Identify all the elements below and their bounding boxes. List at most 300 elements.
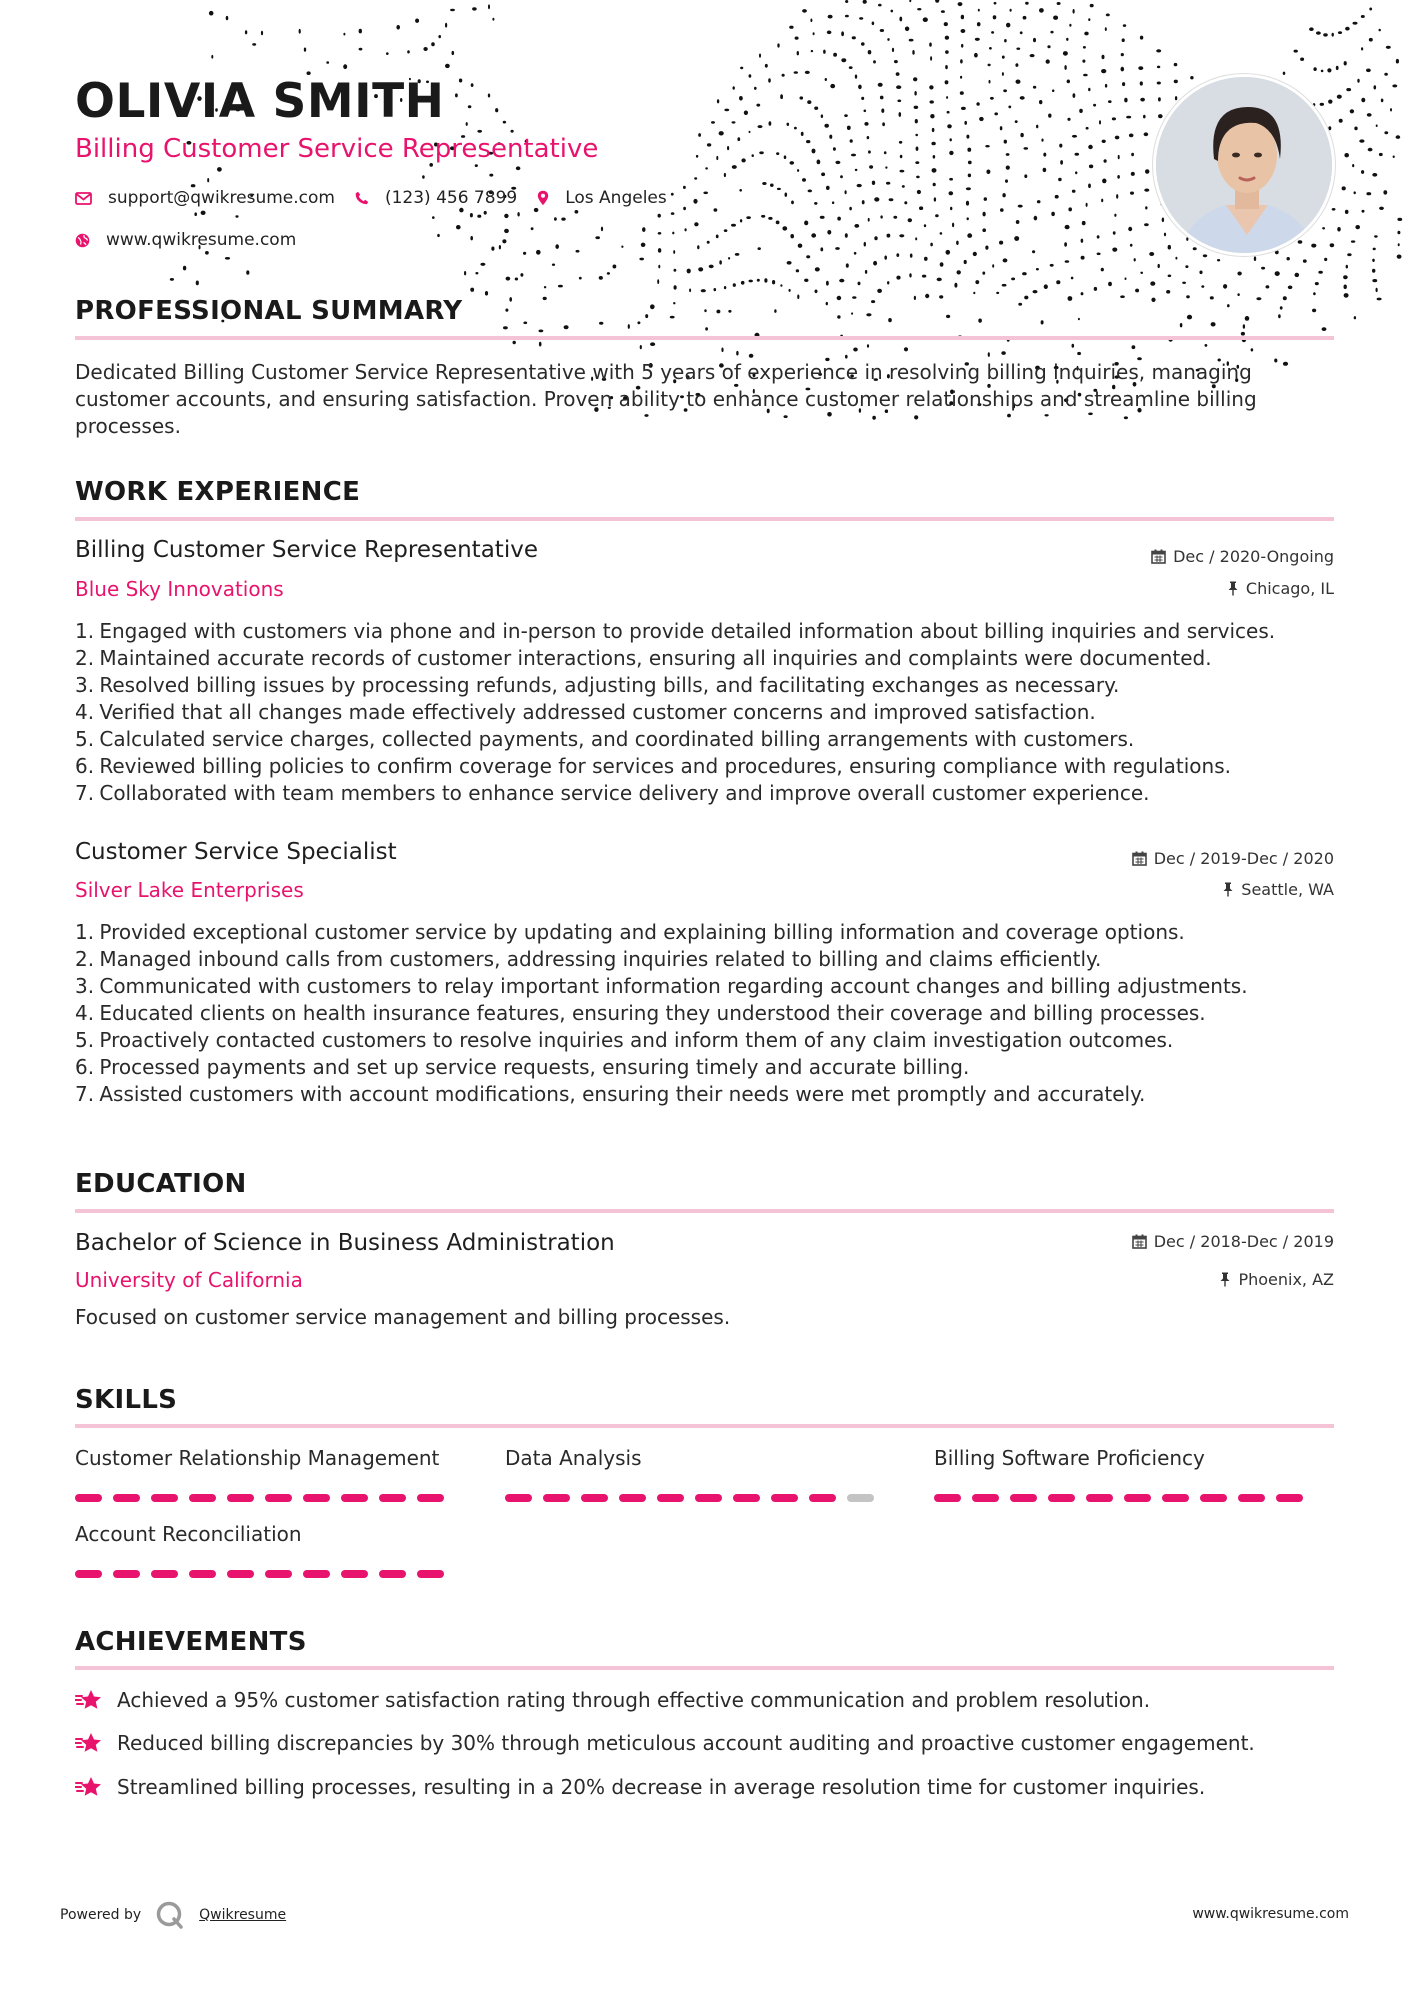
- job-location: [1227, 579, 1334, 598]
- background-dot: [1186, 237, 1188, 241]
- background-dot: [1010, 9, 1012, 12]
- skill-level-segment: [1238, 1494, 1265, 1502]
- background-dot: [986, 170, 990, 175]
- background-dot: [1097, 253, 1101, 256]
- skill-level-segment: [1276, 1494, 1303, 1502]
- background-dot: [945, 80, 949, 84]
- background-dot: [899, 112, 902, 117]
- background-dot: [915, 161, 919, 164]
- background-dot: [1361, 15, 1365, 18]
- background-dot: [252, 43, 256, 46]
- background-dot: [1082, 60, 1085, 63]
- background-dot: [1157, 82, 1161, 85]
- background-dot: [813, 32, 815, 35]
- background-dot: [973, 292, 975, 294]
- skill-level-segment: [1048, 1494, 1075, 1502]
- footer-url[interactable]: www.qwikresume.com: [1192, 1906, 1349, 1922]
- skill-item: [934, 1446, 1314, 1502]
- section-title-skills: SKILLS: [75, 1385, 178, 1415]
- background-dot: [1039, 100, 1042, 104]
- background-dot: [934, 197, 936, 201]
- background-dot: [1372, 259, 1375, 262]
- background-dot: [1372, 279, 1377, 282]
- globe-icon: [75, 233, 90, 248]
- background-dot: [1016, 220, 1020, 224]
- background-dot: [1164, 233, 1166, 237]
- background-dot: [495, 108, 498, 112]
- background-dot: [1283, 72, 1286, 75]
- background-dot: [909, 0, 911, 2]
- skill-item: [75, 1446, 455, 1502]
- background-dot: [1140, 98, 1145, 102]
- background-dot: [759, 151, 764, 154]
- background-dot: [1128, 227, 1132, 231]
- background-dot: [1055, 195, 1059, 199]
- background-dot: [946, 96, 948, 99]
- background-dot: [896, 72, 900, 76]
- background-dot: [685, 228, 687, 231]
- background-dot: [1024, 147, 1029, 150]
- background-dot: [1036, 125, 1038, 129]
- background-dot: [359, 29, 362, 34]
- background-dot: [804, 221, 808, 226]
- background-dot: [854, 224, 859, 228]
- background-dot: [924, 257, 928, 261]
- background-dot: [1034, 216, 1038, 221]
- background-dot: [802, 178, 806, 182]
- background-dot: [1002, 56, 1005, 59]
- background-dot: [837, 217, 841, 221]
- background-dot: [658, 248, 661, 253]
- background-dot: [992, 264, 994, 267]
- background-dot: [859, 17, 863, 20]
- background-dot: [480, 263, 485, 266]
- contact-row-secondary: [75, 230, 316, 250]
- background-dot: [915, 119, 918, 123]
- background-dot: [1237, 272, 1241, 276]
- background-dot: [674, 285, 677, 289]
- background-dot: [658, 265, 660, 269]
- background-dot: [977, 22, 981, 26]
- skill-level-segment: [1124, 1494, 1151, 1502]
- background-dot: [961, 15, 964, 20]
- background-dot: [1122, 82, 1125, 86]
- background-dot: [1336, 66, 1339, 70]
- contact-row-primary: [75, 188, 687, 208]
- background-dot: [1156, 49, 1161, 52]
- background-dot: [1369, 8, 1372, 11]
- background-dot: [1068, 207, 1072, 211]
- background-dot: [1369, 38, 1373, 42]
- background-dot: [1344, 293, 1349, 298]
- contact-website[interactable]: [75, 230, 296, 250]
- background-dot: [1275, 271, 1280, 276]
- background-dot: [1023, 16, 1027, 20]
- qwikresume-link[interactable]: Qwikresume: [199, 1907, 287, 1923]
- background-dot: [864, 122, 868, 126]
- background-dot: [899, 17, 902, 22]
- background-dot: [794, 127, 797, 130]
- background-dot: [917, 190, 921, 194]
- skill-level-segment: [303, 1570, 330, 1578]
- background-dot: [896, 276, 900, 280]
- skill-level-segment: [581, 1494, 608, 1502]
- background-dot: [1368, 148, 1373, 152]
- background-dot: [1072, 135, 1077, 138]
- background-dot: [772, 280, 775, 284]
- background-dot: [697, 245, 699, 249]
- background-dot: [1330, 243, 1335, 247]
- background-dot: [1122, 38, 1125, 42]
- background-dot: [1057, 2, 1061, 5]
- background-dot: [930, 100, 934, 103]
- background-dot: [1162, 218, 1164, 223]
- background-dot: [607, 272, 610, 275]
- skill-level-bar: [934, 1494, 1314, 1502]
- background-dot: [909, 273, 911, 277]
- background-dot: [1006, 166, 1010, 170]
- background-dot: [908, 218, 912, 222]
- background-dot: [952, 223, 954, 228]
- background-dot: [944, 22, 948, 26]
- background-dot: [1130, 244, 1133, 247]
- background-dot: [1086, 127, 1089, 130]
- background-dot: [1354, 191, 1356, 194]
- job-dates-text: Dec / 2019-Dec / 2020: [1153, 849, 1334, 868]
- background-dot: [846, 263, 849, 267]
- background-dot: [823, 50, 826, 54]
- background-dot: [1343, 275, 1348, 279]
- skill-level-bar: [75, 1494, 455, 1502]
- background-dot: [945, 65, 948, 69]
- background-dot: [850, 139, 853, 143]
- background-dot: [642, 227, 645, 232]
- section-divider: [75, 1666, 1334, 1670]
- background-dot: [941, 10, 945, 13]
- background-dot: [1361, 170, 1364, 174]
- background-dot: [994, 2, 997, 5]
- background-dot: [915, 134, 918, 136]
- background-dot: [1018, 205, 1023, 208]
- background-dot: [974, 53, 978, 58]
- background-dot: [1067, 80, 1070, 84]
- skill-level-segment: [379, 1494, 406, 1502]
- background-dot: [1006, 23, 1010, 28]
- background-dot: [900, 170, 905, 173]
- background-dot: [1337, 227, 1341, 232]
- section-title-summary: PROFESSIONAL SUMMARY: [75, 296, 463, 326]
- contact-email[interactable]: [75, 188, 335, 208]
- background-dot: [988, 352, 990, 357]
- background-dot: [1174, 80, 1178, 84]
- background-dot: [967, 233, 972, 238]
- background-dot: [731, 224, 736, 227]
- background-dot: [1203, 254, 1207, 257]
- background-dot: [1327, 68, 1331, 72]
- background-dot: [917, 8, 921, 10]
- background-dot: [758, 125, 763, 128]
- background-dot: [1201, 285, 1204, 288]
- background-dot: [814, 202, 817, 205]
- achievement-item: [75, 1688, 1150, 1712]
- background-dot: [674, 269, 677, 272]
- background-dot: [1217, 259, 1220, 261]
- background-dot: [957, 270, 961, 274]
- background-dot: [982, 228, 986, 232]
- background-dot: [1313, 292, 1316, 295]
- background-dot: [735, 253, 740, 256]
- background-dot: [1346, 265, 1348, 269]
- background-dot: [1344, 153, 1349, 157]
- background-dot: [1376, 124, 1378, 127]
- background-dot: [510, 130, 513, 133]
- background-dot: [1328, 100, 1332, 104]
- background-dot: [914, 106, 919, 109]
- skill-item: [75, 1522, 455, 1578]
- background-dot: [985, 145, 989, 147]
- background-dot: [821, 114, 823, 118]
- background-dot: [191, 184, 196, 187]
- background-dot: [1337, 95, 1342, 99]
- background-dot: [826, 186, 830, 190]
- background-dot: [961, 29, 966, 33]
- background-dot: [1082, 221, 1086, 225]
- background-dot: [975, 280, 979, 284]
- envelope-icon: [75, 192, 92, 205]
- background-dot: [874, 236, 877, 240]
- background-dot: [1016, 80, 1021, 84]
- background-dot: [1089, 165, 1093, 169]
- background-dot: [1144, 132, 1149, 136]
- background-dot: [534, 208, 539, 212]
- background-dot: [1030, 54, 1035, 57]
- summary-text: [75, 359, 1334, 440]
- background-dot: [1166, 290, 1170, 294]
- background-dot: [445, 23, 447, 28]
- background-dot: [1384, 73, 1388, 76]
- background-dot: [1014, 236, 1019, 241]
- background-dot: [869, 165, 873, 168]
- contact-phone[interactable]: [355, 188, 517, 208]
- background-dot: [1353, 22, 1358, 25]
- background-dot: [1303, 259, 1307, 262]
- background-dot: [431, 42, 435, 46]
- background-dot: [499, 245, 501, 249]
- skill-level-segment: [151, 1570, 178, 1578]
- background-dot: [993, 15, 997, 19]
- background-dot: [824, 124, 829, 128]
- background-dot: [1004, 140, 1007, 144]
- background-dot: [466, 122, 468, 126]
- background-dot: [1322, 227, 1325, 229]
- skill-level-segment: [505, 1494, 532, 1502]
- background-dot: [739, 96, 743, 101]
- skill-level-segment: [972, 1494, 999, 1502]
- background-dot: [801, 132, 804, 136]
- background-dot: [1086, 203, 1088, 207]
- background-dot: [1287, 257, 1290, 260]
- background-dot: [768, 78, 771, 82]
- background-dot: [1158, 97, 1161, 101]
- background-dot: [689, 289, 691, 293]
- background-dot: [932, 168, 937, 173]
- background-dot: [1069, 24, 1071, 27]
- background-dot: [1050, 264, 1054, 267]
- background-dot: [909, 39, 914, 42]
- background-dot: [740, 219, 742, 222]
- star-burst-icon: [75, 1731, 105, 1755]
- background-dot: [770, 184, 774, 187]
- background-dot: [1002, 193, 1005, 197]
- background-dot: [776, 221, 780, 225]
- background-dot: [994, 112, 998, 115]
- background-dot: [1140, 81, 1143, 85]
- background-dot: [862, 200, 865, 204]
- candidate-name: OLIVIA SMITH: [75, 74, 445, 129]
- background-dot: [183, 266, 186, 271]
- background-dot: [455, 93, 458, 97]
- background-dot: [1083, 46, 1086, 49]
- background-dot: [657, 279, 659, 284]
- skill-level-segment: [303, 1494, 330, 1502]
- background-dot: [470, 213, 473, 217]
- background-dot: [489, 174, 493, 177]
- summary-line: processes.: [75, 414, 181, 438]
- background-dot: [815, 267, 820, 271]
- background-dot: [1366, 69, 1371, 73]
- summary-line: Dedicated Billing Customer Service Representative with 5 years of experience in resolving billing inquiries, managing: [75, 360, 1252, 384]
- background-dot: [696, 155, 698, 158]
- background-dot: [807, 100, 811, 104]
- background-dot: [1108, 100, 1112, 103]
- background-dot: [808, 190, 812, 193]
- background-dot: [790, 234, 794, 238]
- background-dot: [1033, 86, 1036, 89]
- background-dot: [599, 276, 603, 280]
- background-dot: [930, 114, 934, 118]
- background-dot: [1003, 89, 1007, 92]
- background-dot: [940, 232, 943, 235]
- background-dot: [539, 330, 544, 333]
- background-dot: [835, 161, 840, 164]
- background-dot: [1105, 84, 1107, 88]
- background-dot: [868, 50, 872, 54]
- calendar-icon: [1151, 549, 1166, 564]
- background-dot: [1088, 88, 1090, 92]
- background-dot: [1144, 223, 1149, 226]
- job-bullet: 5. Proactively contacted customers to resolve inquiries and inform them of any claim investigation outcomes.: [75, 1028, 1174, 1052]
- background-dot: [1060, 160, 1063, 165]
- background-dot: [196, 281, 199, 286]
- background-dot: [1047, 45, 1050, 48]
- background-dot: [1075, 171, 1077, 174]
- background-dot: [1084, 32, 1088, 36]
- background-dot: [423, 47, 427, 51]
- background-dot: [749, 74, 752, 77]
- background-dot: [827, 230, 831, 235]
- achievement-item: [75, 1731, 1255, 1755]
- skill-name: Account Reconciliation: [75, 1522, 302, 1546]
- skill-level-segment: [847, 1494, 874, 1502]
- background-dot: [861, 42, 865, 46]
- background-dot: [896, 85, 901, 89]
- background-dot: [1079, 109, 1083, 113]
- background-dot: [1053, 16, 1058, 20]
- background-dot: [1114, 214, 1116, 217]
- background-dot: [1352, 164, 1354, 167]
- background-dot: [1101, 69, 1106, 73]
- background-dot: [1138, 66, 1143, 70]
- background-dot: [1041, 139, 1043, 142]
- background-dot: [1039, 8, 1044, 13]
- background-dot: [459, 208, 463, 213]
- background-dot: [523, 252, 526, 255]
- background-dot: [1298, 240, 1303, 243]
- background-dot: [852, 36, 856, 39]
- background-dot: [935, 0, 939, 3]
- background-dot: [194, 212, 197, 216]
- job-bullet: 3. Resolved billing issues by processing refunds, adjusting bills, and facilitating exchanges as necessary.: [75, 673, 1120, 697]
- background-dot: [868, 218, 870, 222]
- background-dot: [1361, 98, 1365, 103]
- background-dot: [694, 177, 697, 179]
- background-dot: [904, 347, 908, 351]
- background-dot: [1390, 108, 1392, 111]
- background-dot: [854, 252, 857, 255]
- background-dot: [868, 150, 871, 153]
- background-dot: [1024, 174, 1027, 178]
- background-dot: [432, 216, 435, 219]
- skill-level-segment: [227, 1570, 254, 1578]
- job-bullet: 2. Managed inbound calls from customers, addressing inquiries related to billing and claims efficiently.: [75, 947, 1102, 971]
- background-dot: [1104, 159, 1107, 163]
- background-dot: [1339, 119, 1343, 123]
- background-dot: [832, 201, 834, 204]
- background-dot: [1016, 48, 1020, 50]
- background-dot: [595, 236, 600, 239]
- background-dot: [1022, 272, 1027, 275]
- background-dot: [1052, 89, 1054, 92]
- background-dot: [711, 121, 715, 124]
- background-dot: [1324, 258, 1327, 261]
- background-dot: [1102, 140, 1106, 143]
- background-dot: [719, 260, 722, 264]
- background-dot: [407, 50, 410, 53]
- background-dot: [1112, 117, 1116, 120]
- background-dot: [805, 71, 810, 74]
- background-dot: [956, 241, 959, 245]
- background-dot: [930, 56, 932, 60]
- background-dot: [975, 38, 980, 41]
- background-dot: [797, 51, 799, 55]
- job-bullet: 6. Reviewed billing policies to confirm coverage for services and procedures, ensuring compliance with regulations.: [75, 754, 1231, 778]
- background-dot: [693, 199, 697, 204]
- skill-level-segment: [417, 1494, 444, 1502]
- background-dot: [728, 257, 730, 260]
- background-dot: [858, 282, 861, 286]
- background-dot: [947, 111, 950, 114]
- background-dot: [896, 253, 899, 257]
- background-dot: [1323, 33, 1328, 36]
- background-dot: [877, 289, 882, 293]
- background-dot: [833, 53, 837, 57]
- location-text: Los Angeles: [565, 188, 667, 208]
- powered-by-label: Powered by: [60, 1907, 142, 1923]
- background-dot: [1158, 264, 1160, 268]
- skill-level-segment: [1162, 1494, 1189, 1502]
- background-dot: [1313, 67, 1316, 71]
- background-dot: [1199, 271, 1202, 275]
